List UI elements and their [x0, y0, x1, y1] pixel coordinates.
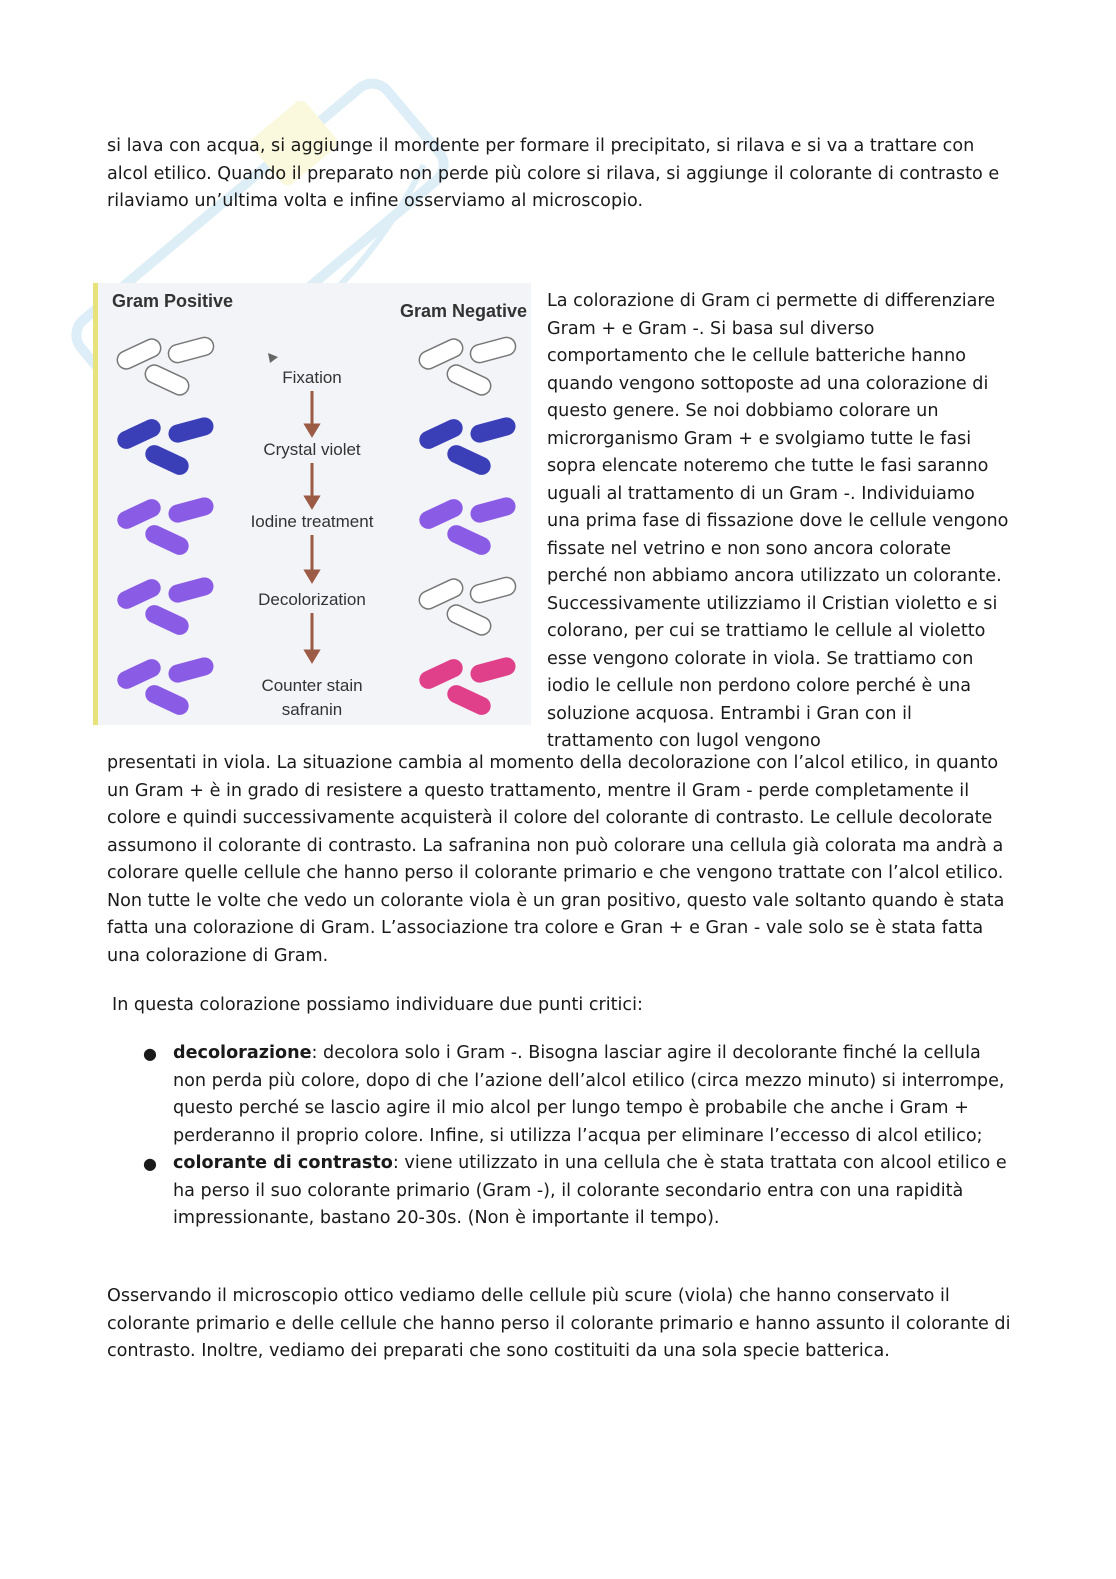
- bacterium-cell: [142, 682, 191, 718]
- bacterium-cell: [166, 415, 215, 444]
- bacterium-cell: [444, 602, 493, 638]
- bacterium-cell: [444, 362, 493, 398]
- bullet-text: : viene utilizzato in una cellula che è stata trattata con alcool etilico e ha perso il suo colorante primario (Gram -), il colorante secondario entra con una rapidità impressionante, bastano 20-30s. (Non è importante il tempo).: [173, 1153, 1007, 1228]
- bullet-icon: ●: [143, 1044, 157, 1063]
- critical-points-intro: In questa colorazione possiamo individuare due punti critici:: [112, 995, 643, 1015]
- step-crystal-violet: Crystal violet: [263, 440, 361, 459]
- step-safranin: safranin: [281, 700, 343, 719]
- gram-positive-cells: [114, 335, 215, 718]
- bacterium-cell: [468, 655, 517, 684]
- bacterium-cell: [166, 575, 215, 604]
- gram-stain-diagram: [98, 283, 531, 725]
- bacterium-cell: [444, 682, 493, 718]
- bullet-text: : decolora solo i Gram -. Bisogna lasciar agire il decolorante finché la cellula non perda più colore, dopo di che l’azione dell’alcol etilico (circa mezzo minuto) si interrompe, questo perché se lascio agire il mio alcol per lungo tempo è probabile che anche i Gram + perderanno il proprio colore. Infine, si utilizza l’acqua per eliminare l’eccesso di alcol etilico;: [173, 1043, 1005, 1146]
- bacterium-cell: [468, 575, 517, 604]
- bacterium-cell: [468, 415, 517, 444]
- step-fixation: Fixation: [282, 368, 342, 387]
- critical-points-list: [107, 1040, 1012, 1233]
- side-paragraph: La colorazione di Gram ci permette di differenziare Gram + e Gram -. Si basa sul diverso comportamento che le cellule batteriche hanno quando vengono sottoposte ad una colorazione di questo genere. Se noi dobbiamo colorare un microrganismo Gram + e svolgiamo tutte le fasi sopra elencate noteremo che tutte le fasi saranno uguali al trattamento di un Gram -. Individuiamo una prima fase di fissazione dove le cellule vengono fissate nel vetrino e non sono ancora colorate perché non abbiamo ancora utilizzato un colorante. Successivamente utilizziamo il Cristian violetto e si colorano, per cui se trattiamo le cellule al violetto esse vengono colorate in viola. Se trattiamo con iodio le cellule non perdono colore perché è una soluzione acquosa. Entrambi i Gran con il trattamento con lugol vengono: [547, 291, 1009, 751]
- bacterium-cell: [142, 362, 191, 398]
- bacterium-cell: [444, 442, 493, 478]
- continued-paragraph: presentati in viola. La situazione cambia al momento della decolorazione con l’alcol etilico, in quanto un Gram + è in grado di resistere a questo trattamento, mentre il Gram - perde completamente il colore e quindi successivamente acquisterà il colore del colorante di contrasto. Le cellule decolorate assumono il colorante di contrasto. La safranina non può colorare una cellula già colorata ma andrà a colorare quelle cellule che hanno perso il colorante primario e che vengono trattate con l’alcol etilico. Non tutte le volte che vedo un colorante viola è un gran positivo, questo vale soltanto quando è stata fatta una colorazione di Gram. L’associazione tra colore e Gran + e Gran - vale solo se è stata fatta una colorazione di Gram.: [107, 753, 1005, 966]
- intro-paragraph: si lava con acqua, si aggiunge il mordente per formare il precipitato, si rilava e si va a trattare con alcol etilico. Quando il preparato non perde più colore si rilava, si aggiunge il colorante di contrasto e rilaviamo un’ultima volta e infine osserviamo al microscopio.: [107, 136, 1000, 211]
- step-iodine: Iodine treatment: [250, 512, 374, 531]
- bullet-icon: ●: [143, 1154, 157, 1173]
- gram-negative-cells: [416, 335, 517, 718]
- bullet-term: decolorazione: [173, 1043, 312, 1063]
- closing-paragraph: Osservando il microscopio ottico vediamo delle cellule più scure (viola) che hanno conservato il colorante primario e delle cellule che hanno perso il colorante primario e hanno assunto il colorante di contrasto. Inoltre, vediamo dei preparati che sono costituiti da una sola specie batterica.: [107, 1286, 1011, 1361]
- list-item: [107, 1040, 1012, 1150]
- bullet-term: colorante di contrasto: [173, 1153, 393, 1173]
- bacterium-cell: [468, 335, 517, 364]
- gram-stain-figure: [93, 283, 531, 725]
- bacterium-cell: [142, 442, 191, 478]
- bacterium-cell: [468, 495, 517, 524]
- gram-positive-title: Gram Positive: [112, 291, 234, 311]
- list-item: [107, 1150, 1012, 1233]
- bacterium-cell: [166, 335, 215, 364]
- step-counter-stain: Counter stain: [261, 676, 363, 695]
- bacterium-cell: [444, 522, 493, 558]
- bacterium-cell: [142, 522, 191, 558]
- bacterium-cell: [166, 655, 215, 684]
- pointer-icon: [268, 353, 278, 363]
- gram-negative-title: Gram Negative: [400, 301, 528, 321]
- bacterium-cell: [166, 495, 215, 524]
- bacterium-cell: [142, 602, 191, 638]
- step-decolorization: Decolorization: [258, 590, 366, 609]
